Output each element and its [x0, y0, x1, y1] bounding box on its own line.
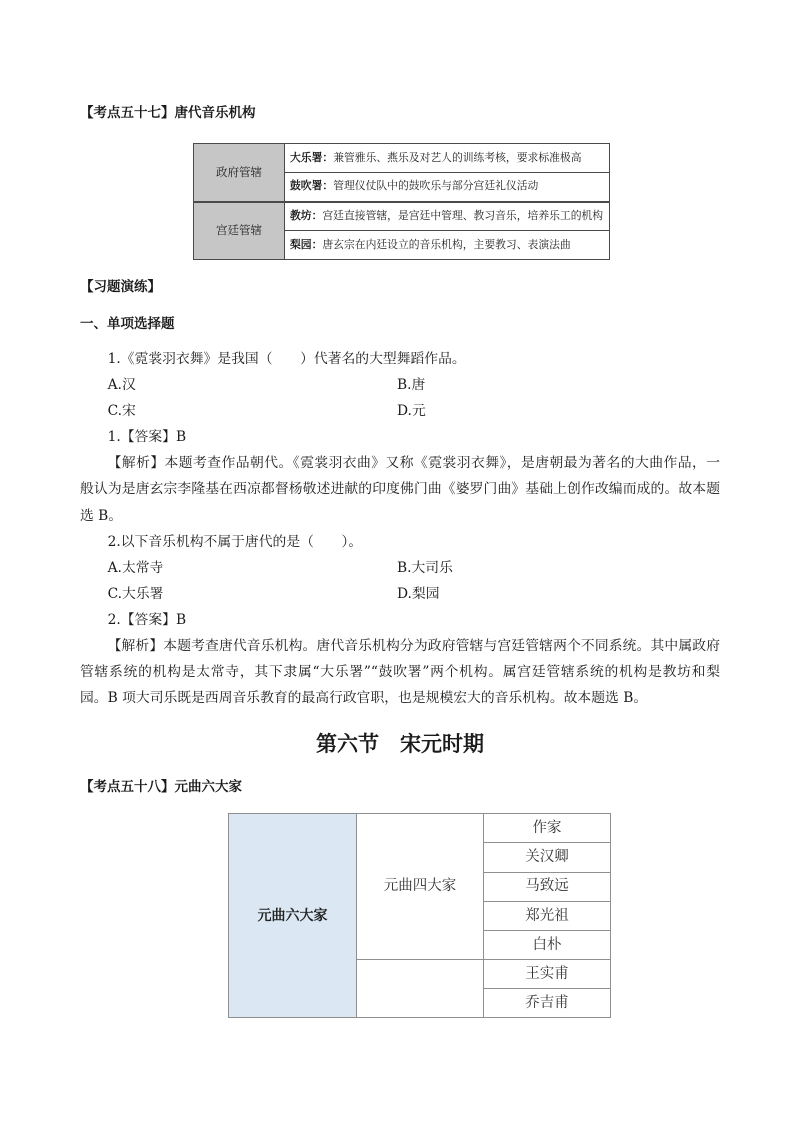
table-row — [229, 814, 611, 843]
group-label: 宫廷管辖 — [216, 223, 262, 237]
group-cell-government — [194, 144, 285, 202]
answer-line: 2.【答案】B — [107, 611, 187, 628]
question-stem: 2.以下音乐机构不属于唐代的是（ ）。 — [107, 533, 363, 550]
practice-heading: 【习题演练】 — [80, 279, 161, 295]
main-group-cell — [229, 814, 357, 1018]
author-cell — [484, 959, 611, 988]
institution-cell — [285, 202, 610, 231]
tang-music-institutions-table — [193, 143, 610, 260]
author-name: 乔吉甫 — [525, 994, 569, 1011]
author-name: 关汉卿 — [525, 849, 569, 866]
author-name: 郑光祖 — [525, 907, 569, 924]
analysis-line: 园。B 项大司乐既是西周音乐教育的最高行政官职，也是规模宏大的音乐机构。故本题选 B。 — [80, 690, 648, 707]
option-row — [80, 555, 720, 581]
header-cell — [484, 814, 611, 843]
institution-name: 梨园： — [290, 237, 323, 251]
option-row — [80, 581, 720, 607]
option-d: D.梨园 — [396, 585, 440, 602]
institution-desc: 唐玄宗在内廷设立的音乐机构，主要教习、表演法曲 — [322, 237, 571, 251]
analysis-line: 【解析】本题考查唐代音乐机构。唐代音乐机构分为政府管辖与宫廷管辖两个不同系统。其中属政府 — [107, 638, 720, 655]
question-2 — [80, 529, 720, 712]
empty-subgroup-cell — [357, 959, 484, 1017]
answer-line: 1.【答案】B — [107, 429, 187, 446]
question-stem: 1.《霓裳羽衣舞》是我国（ ）代著名的大型舞蹈作品。 — [107, 351, 466, 367]
institution-cell — [285, 144, 610, 173]
main-group-label: 元曲六大家 — [257, 907, 328, 924]
author-cell — [484, 989, 611, 1018]
analysis-line: 管辖系统的机构是太常寺，其下隶属“大乐署”“鼓吹署”两个机构。属宫廷管辖系统的机构是教坊和梨 — [80, 664, 720, 681]
group-cell-court — [194, 202, 285, 260]
group-label: 政府管辖 — [216, 164, 262, 179]
subgroup-label: 元曲四大家 — [383, 878, 457, 895]
institution-name: 教坊： — [290, 208, 323, 222]
author-name: 王实甫 — [525, 965, 569, 982]
analysis-line: 般认为是唐玄宗李隆基在西凉都督杨敬述进献的印度佛门曲《婆罗门曲》基础上创作改编而成的。故本题 — [80, 481, 720, 498]
author-name: 白朴 — [532, 936, 562, 953]
page-content — [80, 0, 720, 1018]
option-d: D.元 — [396, 403, 426, 420]
analysis-line: 选 B。 — [80, 507, 123, 524]
option-b: B.唐 — [396, 377, 426, 394]
subgroup-cell — [357, 814, 484, 960]
option-c: C.大乐署 — [107, 585, 164, 602]
institution-desc: 兼管雅乐、燕乐及对艺人的训练考核，要求标准极高 — [333, 150, 582, 164]
institution-cell — [285, 231, 610, 260]
kaodian-58-title: 【考点五十八】元曲六大家 — [80, 779, 242, 796]
institution-name: 鼓吹署： — [290, 179, 334, 193]
option-a: A.汉 — [107, 377, 136, 394]
institution-desc: 宫廷直接管辖，是宫廷中管理、教习音乐，培养乐工的机构 — [322, 208, 604, 222]
option-row — [80, 398, 720, 424]
analysis-line: 【解析】本题考查作品朝代。《霓裳羽衣曲》又称《霓裳羽衣舞》，是唐朝最为著名的大曲作品，一 — [107, 455, 720, 472]
question-type-title: 一、单项选择题 — [80, 316, 175, 332]
institution-desc: 管理仪仗队中的鼓吹乐与部分宫廷礼仪活动 — [333, 179, 539, 193]
option-b: B.大司乐 — [396, 559, 453, 576]
question-1 — [80, 346, 720, 529]
table-row — [194, 144, 610, 173]
table-row — [194, 202, 610, 231]
institution-cell — [285, 173, 610, 202]
author-cell — [484, 930, 611, 959]
yuan-qu-six-masters-table — [228, 813, 611, 1018]
option-row — [80, 372, 720, 398]
section-heading: 第六节 宋元时期 — [316, 732, 484, 757]
author-cell — [484, 872, 611, 901]
author-cell — [484, 843, 611, 872]
question-list — [80, 346, 720, 711]
institution-name: 大乐署： — [290, 150, 334, 164]
author-cell — [484, 901, 611, 930]
kaodian-57-title: 【考点五十七】唐代音乐机构 — [80, 105, 256, 121]
option-a: A.太常寺 — [107, 559, 164, 576]
option-c: C.宋 — [107, 403, 136, 420]
author-name: 马致远 — [525, 878, 569, 895]
column-header: 作家 — [532, 820, 562, 837]
